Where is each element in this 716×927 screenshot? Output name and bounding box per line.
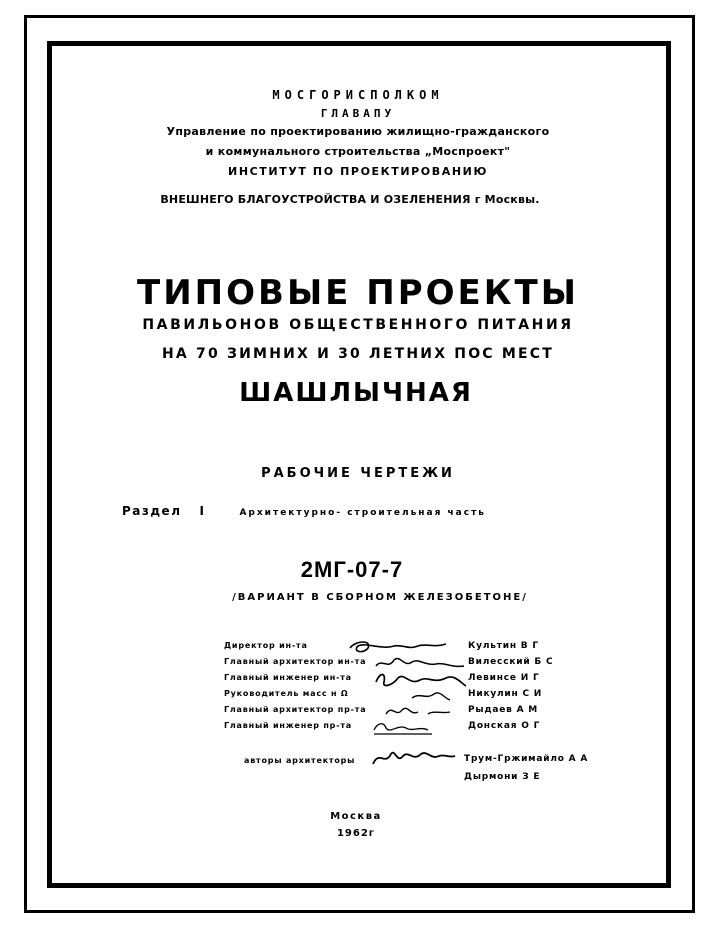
signer-role: Главный архитектор пр-та [224,705,367,714]
project-code: 2МГ-07-7 [300,557,404,582]
signer-role: Директор ин-та [224,641,308,650]
signers-block [224,638,584,734]
signature-image [369,746,459,770]
author-name: Трум-Гржимайло А А [464,754,589,764]
signer-name: Вилесский Б С [468,657,554,667]
signer-role: Руководитель масс н Ω [224,689,349,698]
signer-row [224,686,584,702]
drawings-label: РАБОЧИЕ ЧЕРТЕЖИ [261,466,455,481]
org-line-1: МОСГОРИСПОЛКОМ [272,88,444,102]
signer-name: Левинсе И Г [468,673,540,683]
variant-note: /ВАРИАНТ В СБОРНОМ ЖЕЛЕЗОБЕТОНЕ/ [232,592,528,603]
signer-name: Никулин С И [468,689,543,699]
signer-role: Главный инженер ин-та [224,673,352,682]
section-line [122,504,486,518]
section-label: Раздел [122,504,182,518]
signer-row [224,638,584,654]
signature-image [372,718,482,736]
org-line-2: ГЛАВАПУ [320,107,396,120]
org-line-6: ВНЕШНЕГО БЛАГОУСТРОЙСТВА И ОЗЕЛЕНЕНИЯ г Москвы. [160,193,540,206]
signer-name: Донская О Г [468,721,541,731]
city: Москва [330,811,382,822]
signer-role: Главный инженер пр-та [224,721,352,730]
authors-role: авторы архитекторы [244,756,356,765]
year: 1962г [336,828,376,839]
signer-row [224,670,584,686]
document-title: ТИПОВЫЕ ПРОЕКТЫ [137,273,579,313]
section-description: Архитектурно- строительная часть [239,508,486,518]
section-number: I [199,504,206,518]
org-line-3: Управление по проектированию жилищно-гражданского [166,125,550,138]
title-subline-1: ПАВИЛЬОНОВ ОБЩЕСТВЕННОГО ПИТАНИЯ [142,317,574,333]
signer-role: Главный архитектор ин-та [224,657,367,666]
project-name: ШАШЛЫЧНАЯ [239,378,473,408]
signer-row [224,718,584,734]
signer-name: Рыдаев А М [468,705,539,715]
signer-name: Культин В Г [468,641,539,651]
org-line-4: и коммунального строительства „Моспроект" [205,145,511,158]
author-name: Дырмони З Е [464,772,541,782]
signer-row [224,702,584,718]
org-line-5: ИНСТИТУТ ПО ПРОЕКТИРОВАНИЮ [228,165,488,178]
title-subline-2: НА 70 ЗИМНИХ И 30 ЛЕТНИХ ПОС МЕСТ [162,346,554,362]
